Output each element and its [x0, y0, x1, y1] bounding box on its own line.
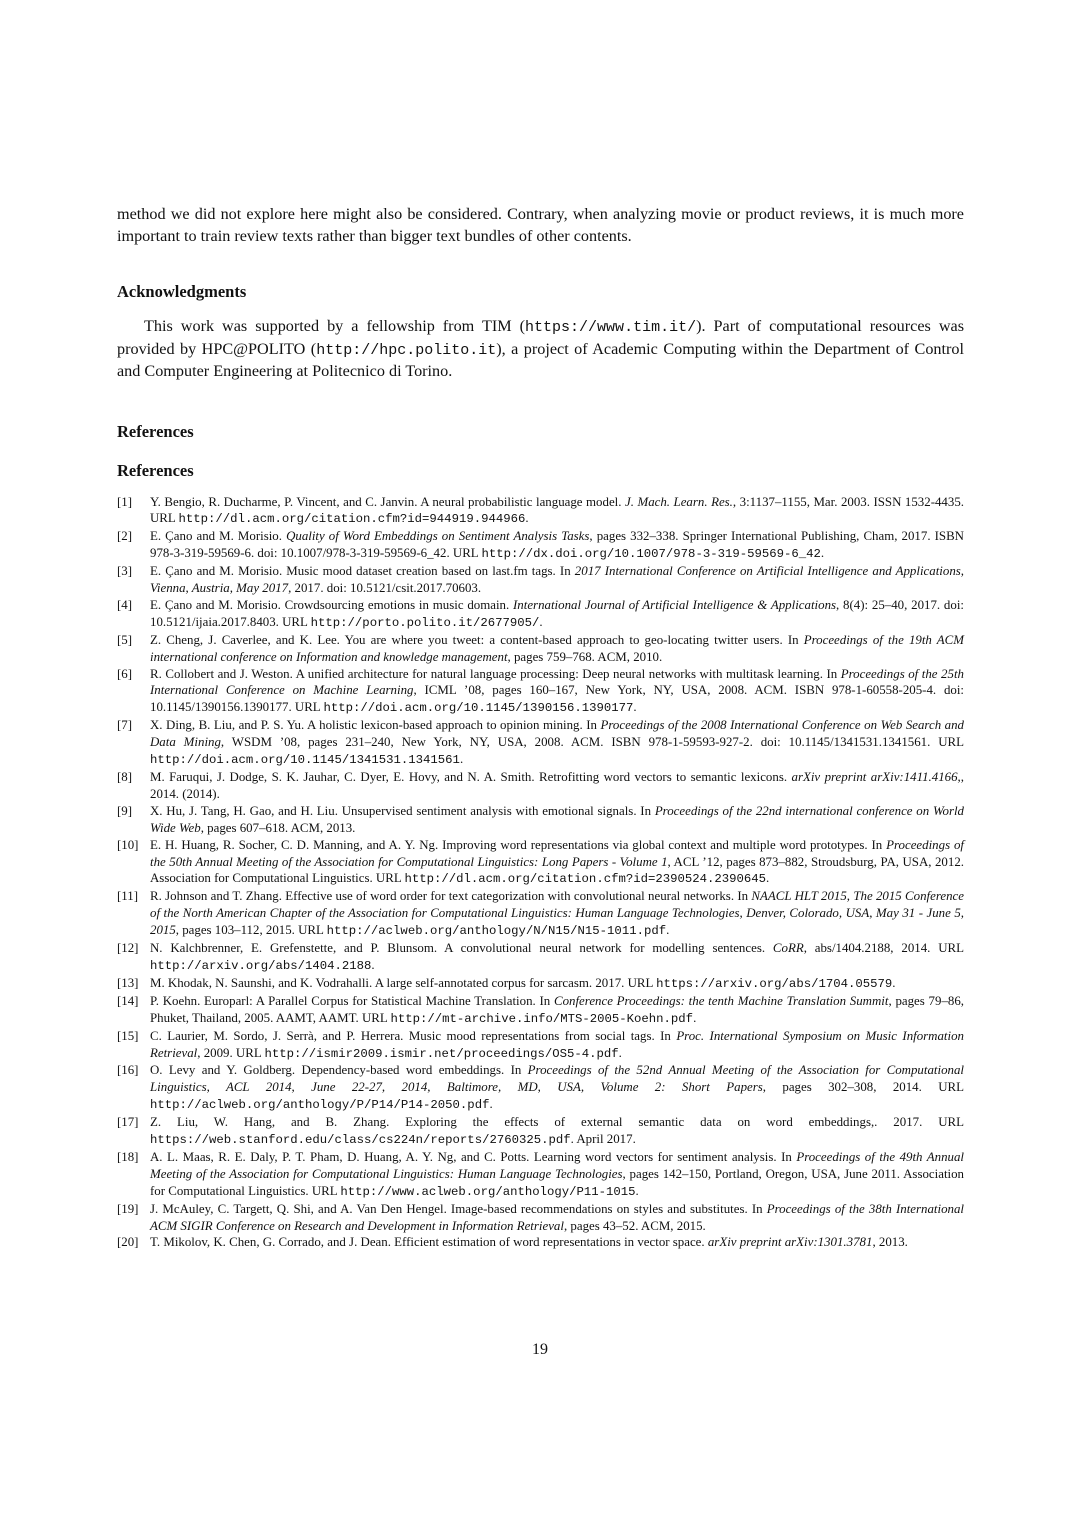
reference-url-link[interactable]: http://aclweb.org/anthology/P/P14/P14-2050.pdf — [150, 1098, 490, 1113]
reference-item — [117, 717, 964, 769]
reference-segment: E. Çano and M. Morisio. Music mood dataset creation based on last.fm tags. In — [150, 564, 575, 579]
reference-number: [2] — [117, 529, 133, 544]
reference-segment: , pages 79–86, Phuket, Thailand, 2005. AAMT, AAMT. URL — [150, 993, 965, 1025]
acknowledgments-heading: Acknowledgments — [117, 282, 247, 301]
reference-text — [150, 975, 964, 993]
reference-item — [117, 940, 964, 975]
reference-url-link[interactable]: http://dx.doi.org/10.1007/978-3-319-59569-6_42 — [481, 547, 821, 562]
acknowledgments-paragraph — [117, 316, 964, 383]
reference-venue: arXiv preprint arXiv:1411.4166, — [791, 770, 961, 784]
reference-list — [117, 494, 964, 1252]
reference-segment: . — [892, 975, 896, 990]
reference-text — [150, 597, 964, 632]
reference-segment: . — [489, 1097, 493, 1112]
reference-text — [150, 494, 964, 529]
reference-text — [150, 717, 964, 769]
reference-segment: N. Kalchbrenner, E. Grefenstette, and P. Blunsom. A convolutional neural network for modelling sentences. — [150, 941, 773, 956]
reference-text — [150, 769, 964, 803]
reference-segment: , pages 43–52. ACM, 2015. — [563, 1218, 706, 1233]
reference-number: [19] — [117, 1201, 139, 1216]
reference-segment: J. McAuley, C. Targett, Q. Shi, and A. Van Den Hengel. Image-based recommendations on styles and substitutes. In — [150, 1201, 767, 1216]
reference-segment: M. Khodak, N. Saunshi, and K. Vodrahalli. A large self-annotated corpus for sarcasm. 2017. URL — [150, 975, 657, 990]
reference-segment: , pages 302–308, 2014. URL — [762, 1080, 964, 1095]
reference-segment: T. Mikolov, K. Chen, G. Corrado, and J. Dean. Efficient estimation of word representations in vector space. — [150, 1235, 708, 1250]
reference-item — [117, 837, 964, 889]
reference-segment: C. Laurier, M. Sordo, J. Serrà, and P. Herrera. Music mood representations from social tags. In — [150, 1028, 677, 1043]
reference-venue: Proceedings of the 50th Annual Meeting of the Association for Computational Linguistics: Long Papers - Volume 1 — [150, 837, 964, 869]
reference-venue: Proceedings of the 38th International ACM SIGIR Conference on Research and Development in Information Retrieval — [150, 1201, 964, 1233]
reference-item — [117, 975, 964, 993]
reference-segment: O. Levy and Y. Goldberg. Dependency-based word embeddings. In — [150, 1063, 528, 1078]
reference-text — [150, 888, 964, 940]
reference-segment: . — [525, 511, 529, 526]
reference-segment: , pages 332–338. Springer International Publishing, Cham, 2017. ISBN 978-3-319-59569-6. doi: 10.1007/978-3-319-59569-6_42. URL — [150, 529, 964, 561]
reference-segment: . — [766, 871, 770, 886]
hpc-url-link[interactable]: http://hpc.polito.it — [316, 341, 497, 359]
reference-number: [3] — [117, 564, 133, 579]
reference-text — [150, 993, 964, 1028]
reference-segment: , abs/1404.2188, 2014. URL — [803, 941, 964, 956]
reference-text — [150, 563, 964, 597]
reference-number: [6] — [117, 666, 133, 681]
reference-number: [1] — [117, 494, 133, 509]
reference-text — [150, 803, 964, 837]
reference-text — [150, 1062, 964, 1114]
reference-url-link[interactable]: http://doi.acm.org/10.1145/1341531.1341561 — [150, 753, 460, 768]
reference-text — [150, 1201, 964, 1235]
reference-number: [16] — [117, 1063, 139, 1078]
reference-venue: 2017 International Conference on Artificial Intelligence and Applications, Vienna, Austria, May 2017 — [150, 564, 964, 596]
reference-number: [11] — [117, 889, 138, 904]
reference-url-link[interactable]: http://doi.acm.org/10.1145/1390156.1390177 — [323, 701, 634, 716]
reference-venue: arXiv preprint arXiv:1301.3781 — [707, 1235, 873, 1250]
reference-text — [150, 666, 964, 718]
reference-segment: . — [666, 923, 670, 938]
reference-item — [117, 1062, 964, 1114]
reference-number: [18] — [117, 1149, 139, 1164]
reference-url-link[interactable]: http://porto.polito.it/2677905/ — [310, 615, 540, 630]
reference-segment: , 3:1137–1155, Mar. 2003. ISSN 1532-4435. URL — [150, 494, 964, 526]
reference-url-link[interactable]: http://dl.acm.org/citation.cfm?id=2390524.2390645 — [404, 872, 767, 887]
reference-venue: NAACL HLT 2015, The 2015 Conference of the North American Chapter of the Association for Computational Linguistics: Human Language Technologies, Denver, Colorado, USA, May 31 - June 5, 2015 — [150, 889, 964, 938]
reference-url-link[interactable]: http://ismir2009.ismir.net/proceedings/OS5-4.pdf — [264, 1046, 619, 1061]
reference-segment: . — [633, 700, 637, 715]
reference-segment: , pages 142–150, Portland, Oregon, USA, June 2011. Association for Computational Linguistics. URL — [150, 1166, 964, 1198]
reference-venue: CoRR — [772, 941, 804, 956]
reference-segment: . — [371, 957, 375, 972]
reference-item — [117, 769, 964, 803]
reference-venue: Proceedings of the 22nd international conference on World Wide Web — [150, 803, 964, 835]
reference-segment: . — [459, 752, 464, 767]
reference-url-link[interactable]: https://web.stanford.edu/class/cs224n/reports/2760325.pdf — [150, 1133, 571, 1148]
reference-segment: . — [820, 546, 825, 561]
reference-segment: E. H. Huang, R. Socher, C. D. Manning, and A. Y. Ng. Improving word representations via global context and multiple word prototypes. In — [150, 837, 887, 852]
tim-url-link[interactable]: https://www.tim.it/ — [525, 319, 697, 336]
reference-segment: . — [635, 1183, 639, 1198]
reference-item — [117, 1028, 964, 1063]
reference-number: [4] — [117, 597, 133, 612]
reference-url-link[interactable]: http://aclweb.org/anthology/N/N15/N15-1011.pdf — [326, 924, 667, 939]
reference-number: [13] — [117, 975, 139, 990]
page-number: 19 — [532, 1341, 548, 1358]
reference-item — [117, 993, 964, 1028]
reference-number: [14] — [117, 993, 139, 1008]
reference-text — [150, 528, 964, 563]
reference-item — [117, 632, 964, 666]
reference-segment: , WSDM ’08, pages 231–240, New York, NY, USA, 2008. ACM. ISBN 978-1-59593-927-2. doi: 10.1145/1341531.1341561. URL — [220, 735, 964, 750]
reference-url-link[interactable]: https://arxiv.org/abs/1704.05579 — [656, 976, 893, 991]
reference-segment: M. Faruqui, J. Dodge, S. K. Jauhar, C. Dyer, E. Hovy, and N. A. Smith. Retrofitting word vectors to semantic lexicons. — [150, 770, 792, 784]
reference-number: [15] — [117, 1028, 139, 1043]
reference-venue: International Journal of Artificial Intelligence & Applications — [513, 597, 837, 612]
reference-item — [117, 666, 964, 718]
reference-venue: Proceedings of the 52nd Annual Meeting of the Association for Computational Linguistics, ACL 2014, June 22-27, 2014, Baltimore, MD, USA, Volume 2: Short Papers — [150, 1063, 964, 1095]
reference-segment: , 2013. — [872, 1235, 908, 1250]
reference-segment: . — [539, 614, 543, 629]
reference-url-link[interactable]: http://dl.acm.org/citation.cfm?id=944919.944966 — [178, 512, 526, 527]
reference-text — [150, 1028, 964, 1063]
ack-text-3: ), a project of Academic Computing within the Department of Control and Computer Engineering at Politecnico di Torino. — [117, 339, 965, 380]
reference-text — [150, 1234, 964, 1251]
reference-segment: R. Collobert and J. Weston. A unified architecture for natural language processing: Deep neural networks with multitask learning. In — [150, 666, 841, 681]
reference-item — [117, 494, 964, 529]
references-heading: References — [117, 421, 194, 441]
reference-segment: P. Koehn. Europarl: A Parallel Corpus for Statistical Machine Translation. In — [150, 993, 554, 1008]
reference-venue: Conference Proceedings: the tenth Machine Translation Summit — [553, 993, 889, 1008]
reference-segment: , 8(4): 25–40, 2017. doi: 10.5121/ijaia.2017.8403. URL — [150, 597, 964, 629]
reference-venue: Quality of Word Embeddings on Sentiment Analysis Tasks — [286, 529, 590, 544]
reference-segment: X. Hu, J. Tang, H. Gao, and H. Liu. Unsupervised sentiment analysis with emotional signals. In — [150, 803, 655, 818]
reference-text — [150, 1114, 964, 1149]
reference-text — [150, 1149, 964, 1201]
reference-number: [7] — [117, 718, 133, 733]
references-subheading: References — [117, 460, 194, 480]
reference-url-link[interactable]: http://arxiv.org/abs/1404.2188 — [150, 958, 372, 973]
reference-item — [117, 563, 964, 597]
reference-venue: J. Mach. Learn. Res. — [625, 494, 733, 509]
reference-segment: Z. Liu, W. Hang, and B. Zhang. Exploring the effects of external semantic data on word embeddings,. 2017. URL — [150, 1115, 964, 1130]
reference-item — [117, 597, 964, 632]
reference-segment: , 2014. (2014). — [150, 770, 964, 801]
ack-text-1: This work was supported by a fellowship from TIM ( — [144, 317, 526, 335]
reference-venue: Proceedings of the 2008 International Conference on Web Search and Data Mining — [150, 718, 964, 750]
reference-segment: , pages 607–618. ACM, 2013. — [200, 820, 356, 835]
reference-segment: Z. Cheng, J. Caverlee, and K. Lee. You are where you tweet: a content-based approach to geo-locating twitter users. In — [150, 632, 804, 647]
reference-segment: E. Çano and M. Morisio. Crowdsourcing emotions in music domain. — [150, 597, 514, 612]
reference-segment: R. Johnson and T. Zhang. Effective use of word order for text categorization with convolutional neural networks. In — [150, 889, 752, 904]
reference-number: [20] — [117, 1235, 139, 1250]
reference-segment: E. Çano and M. Morisio. — [150, 529, 287, 544]
reference-item — [117, 1149, 964, 1201]
reference-text — [150, 632, 964, 666]
reference-number: [8] — [117, 770, 133, 784]
reference-item — [117, 888, 964, 940]
reference-segment: , ICML ’08, pages 160–167, New York, NY, USA, 2008. ACM. ISBN 978-1-60558-205-4. doi: 10.1145/1390156.1390177. URL — [150, 683, 964, 715]
reference-text — [150, 837, 964, 889]
reference-item — [117, 803, 964, 837]
reference-item — [117, 1114, 964, 1149]
reference-number: [12] — [117, 941, 139, 956]
reference-segment: . April 2017. — [570, 1132, 636, 1147]
reference-segment: . — [618, 1045, 622, 1060]
reference-item — [117, 1234, 964, 1251]
reference-item — [117, 1201, 964, 1235]
reference-venue: Proceedings of the 19th ACM international conference on Information and knowledge management — [150, 632, 965, 664]
ack-text-2: ). Part of computational resources was provided by HPC@POLITO ( — [117, 317, 964, 358]
reference-segment: A. L. Maas, R. E. Daly, P. T. Pham, D. Huang, A. Y. Ng, and C. Potts. Learning word vectors for sentiment analysis. In — [150, 1149, 797, 1164]
reference-segment: , ACL ’12, pages 873–882, Stroudsburg, PA, USA, 2012. Association for Computational Linguistics. URL — [150, 854, 964, 886]
reference-url-link[interactable]: http://www.aclweb.org/anthology/P11-1015 — [340, 1184, 636, 1199]
reference-number: [9] — [117, 803, 133, 818]
reference-segment: X. Ding, B. Liu, and P. S. Yu. A holistic lexicon-based approach to opinion mining. In — [150, 718, 601, 733]
reference-number: [17] — [117, 1115, 139, 1130]
reference-segment: , pages 103–112, 2015. URL — [175, 923, 327, 938]
reference-segment: , 2017. doi: 10.5121/csit.2017.70603. — [288, 581, 482, 596]
reference-venue: Proceedings of the 49th Annual Meeting of the Association for Computational Linguistics: Human Language Technologies — [150, 1149, 964, 1181]
reference-venue: Proceedings of the 25th International Conference on Machine Learning — [150, 666, 964, 698]
reference-segment: , pages 759–768. ACM, 2010. — [507, 649, 663, 664]
reference-item — [117, 528, 964, 563]
reference-number: [5] — [117, 632, 133, 647]
reference-segment: Y. Bengio, R. Ducharme, P. Vincent, and C. Janvin. A neural probabilistic language model. — [150, 494, 625, 509]
reference-venue: Proc. International Symposium on Music Information Retrieval — [150, 1028, 964, 1060]
reference-segment: , 2009. URL — [197, 1045, 265, 1060]
reference-text — [150, 940, 964, 975]
reference-segment: . — [693, 1010, 697, 1025]
page-content — [117, 204, 964, 1251]
intro-paragraph: method we did not explore here might also be considered. Contrary, when analyzing movie or product reviews, it is much more important to train review texts rather than bigger text bundles of other contents. — [117, 205, 964, 245]
reference-url-link[interactable]: http://mt-archive.info/MTS-2005-Koehn.pdf — [390, 1011, 694, 1026]
reference-number: [10] — [117, 837, 139, 852]
